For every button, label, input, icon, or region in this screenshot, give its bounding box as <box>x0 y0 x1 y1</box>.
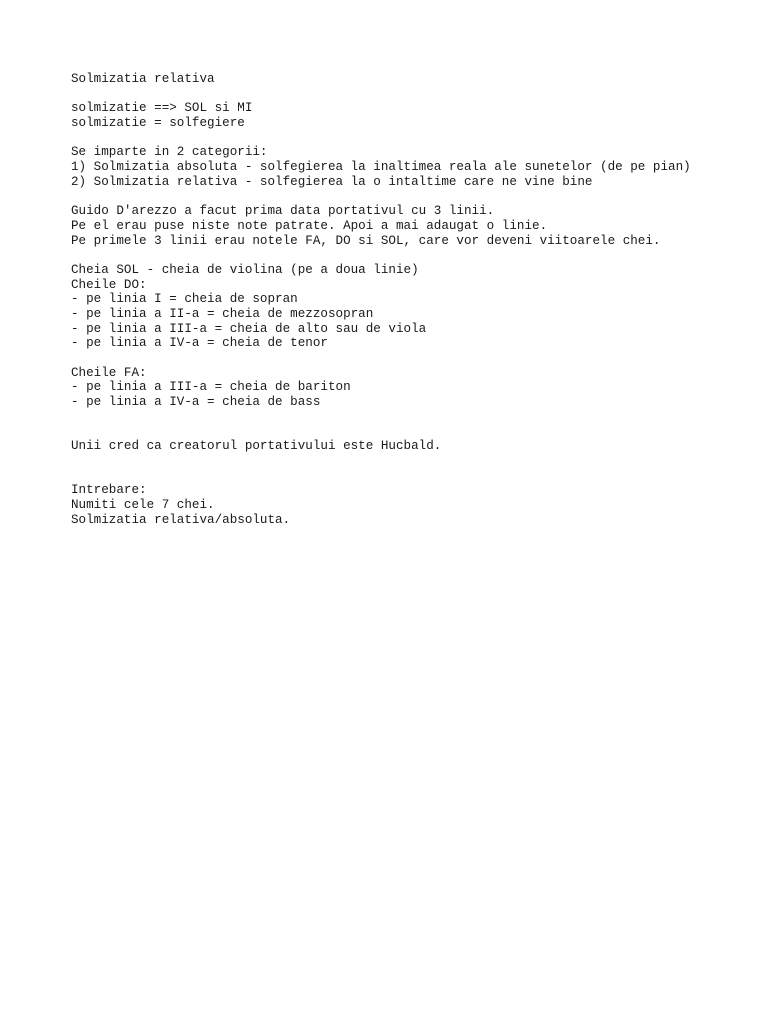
text-line <box>71 454 751 469</box>
text-line: Pe el erau puse niste note patrate. Apoi a mai adaugat o linie. <box>71 218 548 233</box>
list-item: - pe linia a III-a = cheia de bariton <box>71 380 351 395</box>
text-line: Guido D'arezzo a facut prima data portativul cu 3 linii. <box>71 204 495 219</box>
list-item: - pe linia a III-a = cheia de alto sau de viola <box>71 321 427 336</box>
text-line <box>71 248 751 263</box>
list-item: - pe linia a IV-a = cheia de tenor <box>71 336 328 351</box>
text-line <box>71 351 751 366</box>
list-item: - pe linia I = cheia de sopran <box>71 292 298 307</box>
text-line <box>71 87 751 102</box>
text-line <box>71 190 751 205</box>
list-item: 2) Solmizatia relativa - solfegierea la o intaltime care ne vine bine <box>71 174 593 189</box>
list-item: - pe linia a II-a = cheia de mezzosopran <box>71 307 374 321</box>
document-page <box>71 72 751 527</box>
text-line <box>71 469 751 484</box>
text-line: Solmizatia relativa/absoluta. <box>71 512 291 527</box>
text-line: Unii cred ca creatorul portativului este Hucbald. <box>71 439 442 454</box>
text-line <box>71 131 751 146</box>
list-item: - pe linia a IV-a = cheia de bass <box>71 395 321 410</box>
document-title: Solmizatia relativa <box>71 72 215 86</box>
list-item: 1) Solmizatia absoluta - solfegierea la inaltimea reala ale sunetelor (de pe pian) <box>71 160 691 175</box>
section-heading: Intrebare: <box>71 483 147 498</box>
text-line <box>71 425 751 440</box>
text-line: Cheia SOL - cheia de violina (pe a doua linie) <box>71 262 419 277</box>
text-line: solmizatie = solfegiere <box>71 116 245 131</box>
section-heading: Cheile FA: <box>71 365 147 380</box>
text-line <box>71 410 751 425</box>
text-line: solmizatie ==> SOL si MI <box>71 101 253 116</box>
text-line: Pe primele 3 linii erau notele FA, DO si SOL, care vor deveni viitoarele chei. <box>71 233 661 248</box>
text-line: Numiti cele 7 chei. <box>71 497 215 512</box>
section-heading: Se imparte in 2 categorii: <box>71 145 268 160</box>
section-heading: Cheile DO: <box>71 277 147 292</box>
